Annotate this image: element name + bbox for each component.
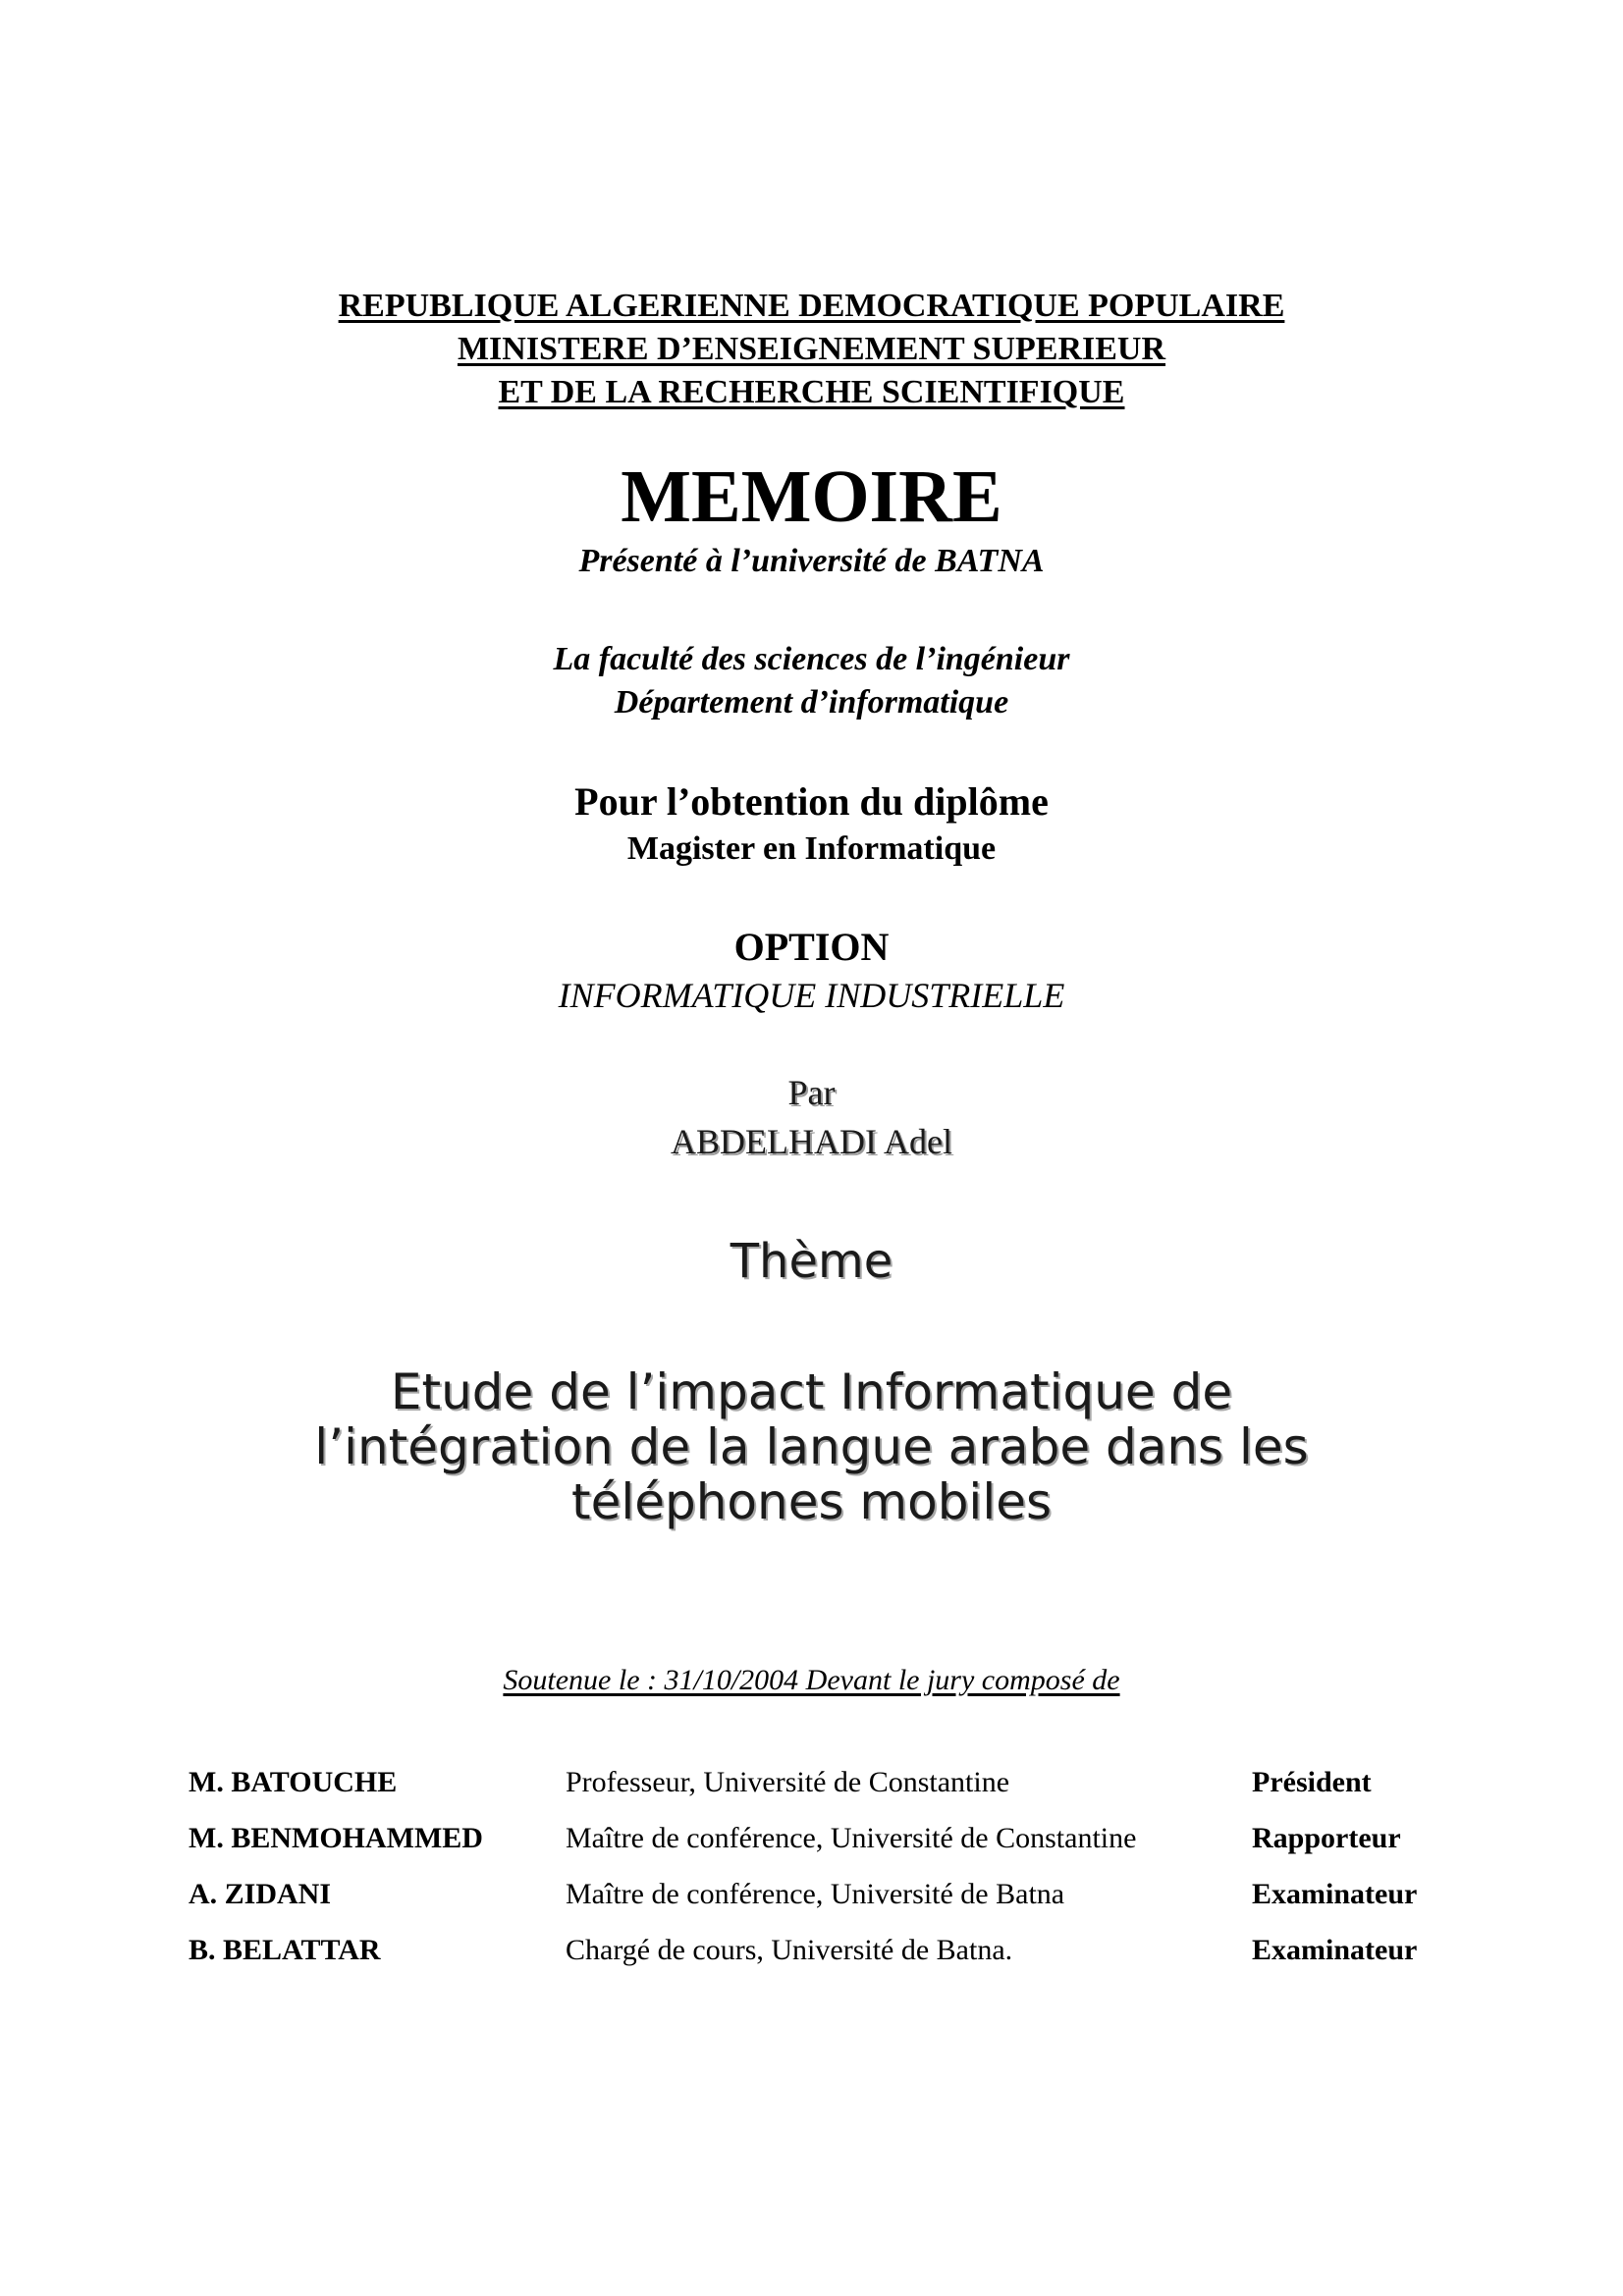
option-label: OPTION (733, 925, 890, 969)
defense-statement (0, 1661, 1623, 1700)
theme-title (226, 1364, 1397, 1529)
jury-member-title: Maître de conférence, Université de Constantine (566, 1822, 1137, 1854)
header-line-republic: REPUBLIQUE ALGERIENNE DEMOCRATIQUE POPULAIRE (338, 288, 1285, 324)
faculty-block (0, 638, 1623, 724)
theme-title-line-3: téléphones mobiles (570, 1473, 1053, 1530)
theme-label: Thème (730, 1234, 893, 1289)
diploma-name: Magister en Informatique (626, 830, 997, 867)
jury-member-name: A. ZIDANI (189, 1878, 332, 1910)
jury-member-role: Examinateur (1252, 1878, 1418, 1910)
jury-row (189, 1819, 1465, 1875)
jury-member-role: Examinateur (1252, 1934, 1418, 1966)
jury-row (189, 1931, 1465, 1987)
theme-title-line-1: Etude de l’impact Informatique de (390, 1363, 1233, 1420)
jury-list (189, 1763, 1465, 1987)
jury-row (189, 1763, 1465, 1819)
theme-title-line-2: l’intégration de la langue arabe dans les (314, 1418, 1309, 1475)
jury-member-name: M. BENMOHAMMED (189, 1822, 483, 1854)
jury-member-title: Maître de conférence, Université de Batna (566, 1878, 1065, 1910)
jury-row (189, 1875, 1465, 1931)
document-title: MEMOIRE (621, 455, 1002, 538)
author-by: Par (787, 1073, 836, 1112)
department-name: Département d’informatique (614, 684, 1009, 721)
jury-member-title: Professeur, Université de Constantine (566, 1766, 1010, 1798)
faculty-name: La faculté des sciences de l’ingénieur (553, 641, 1070, 677)
presented-at: Présenté à l’université de BATNA (578, 543, 1045, 579)
header-line-ministry: MINISTERE D’ENSEIGNEMENT SUPERIEUR (457, 331, 1166, 367)
option-value: INFORMATIQUE INDUSTRIELLE (558, 976, 1065, 1015)
author-name: ABDELHADI Adel (671, 1122, 952, 1161)
jury-member-role: Président (1252, 1766, 1372, 1798)
institution-header (0, 285, 1623, 414)
header-line-research: ET DE LA RECHERCHE SCIENTIFIQUE (498, 374, 1125, 410)
jury-member-name: M. BATOUCHE (189, 1766, 398, 1798)
diploma-intro: Pour l’obtention du diplôme (574, 779, 1049, 824)
jury-member-title: Chargé de cours, Université de Batna. (566, 1934, 1013, 1966)
defense-text: Soutenue le : 31/10/2004 Devant le jury composé de (503, 1664, 1120, 1696)
jury-member-role: Rapporteur (1252, 1822, 1401, 1854)
jury-member-name: B. BELATTAR (189, 1934, 381, 1966)
